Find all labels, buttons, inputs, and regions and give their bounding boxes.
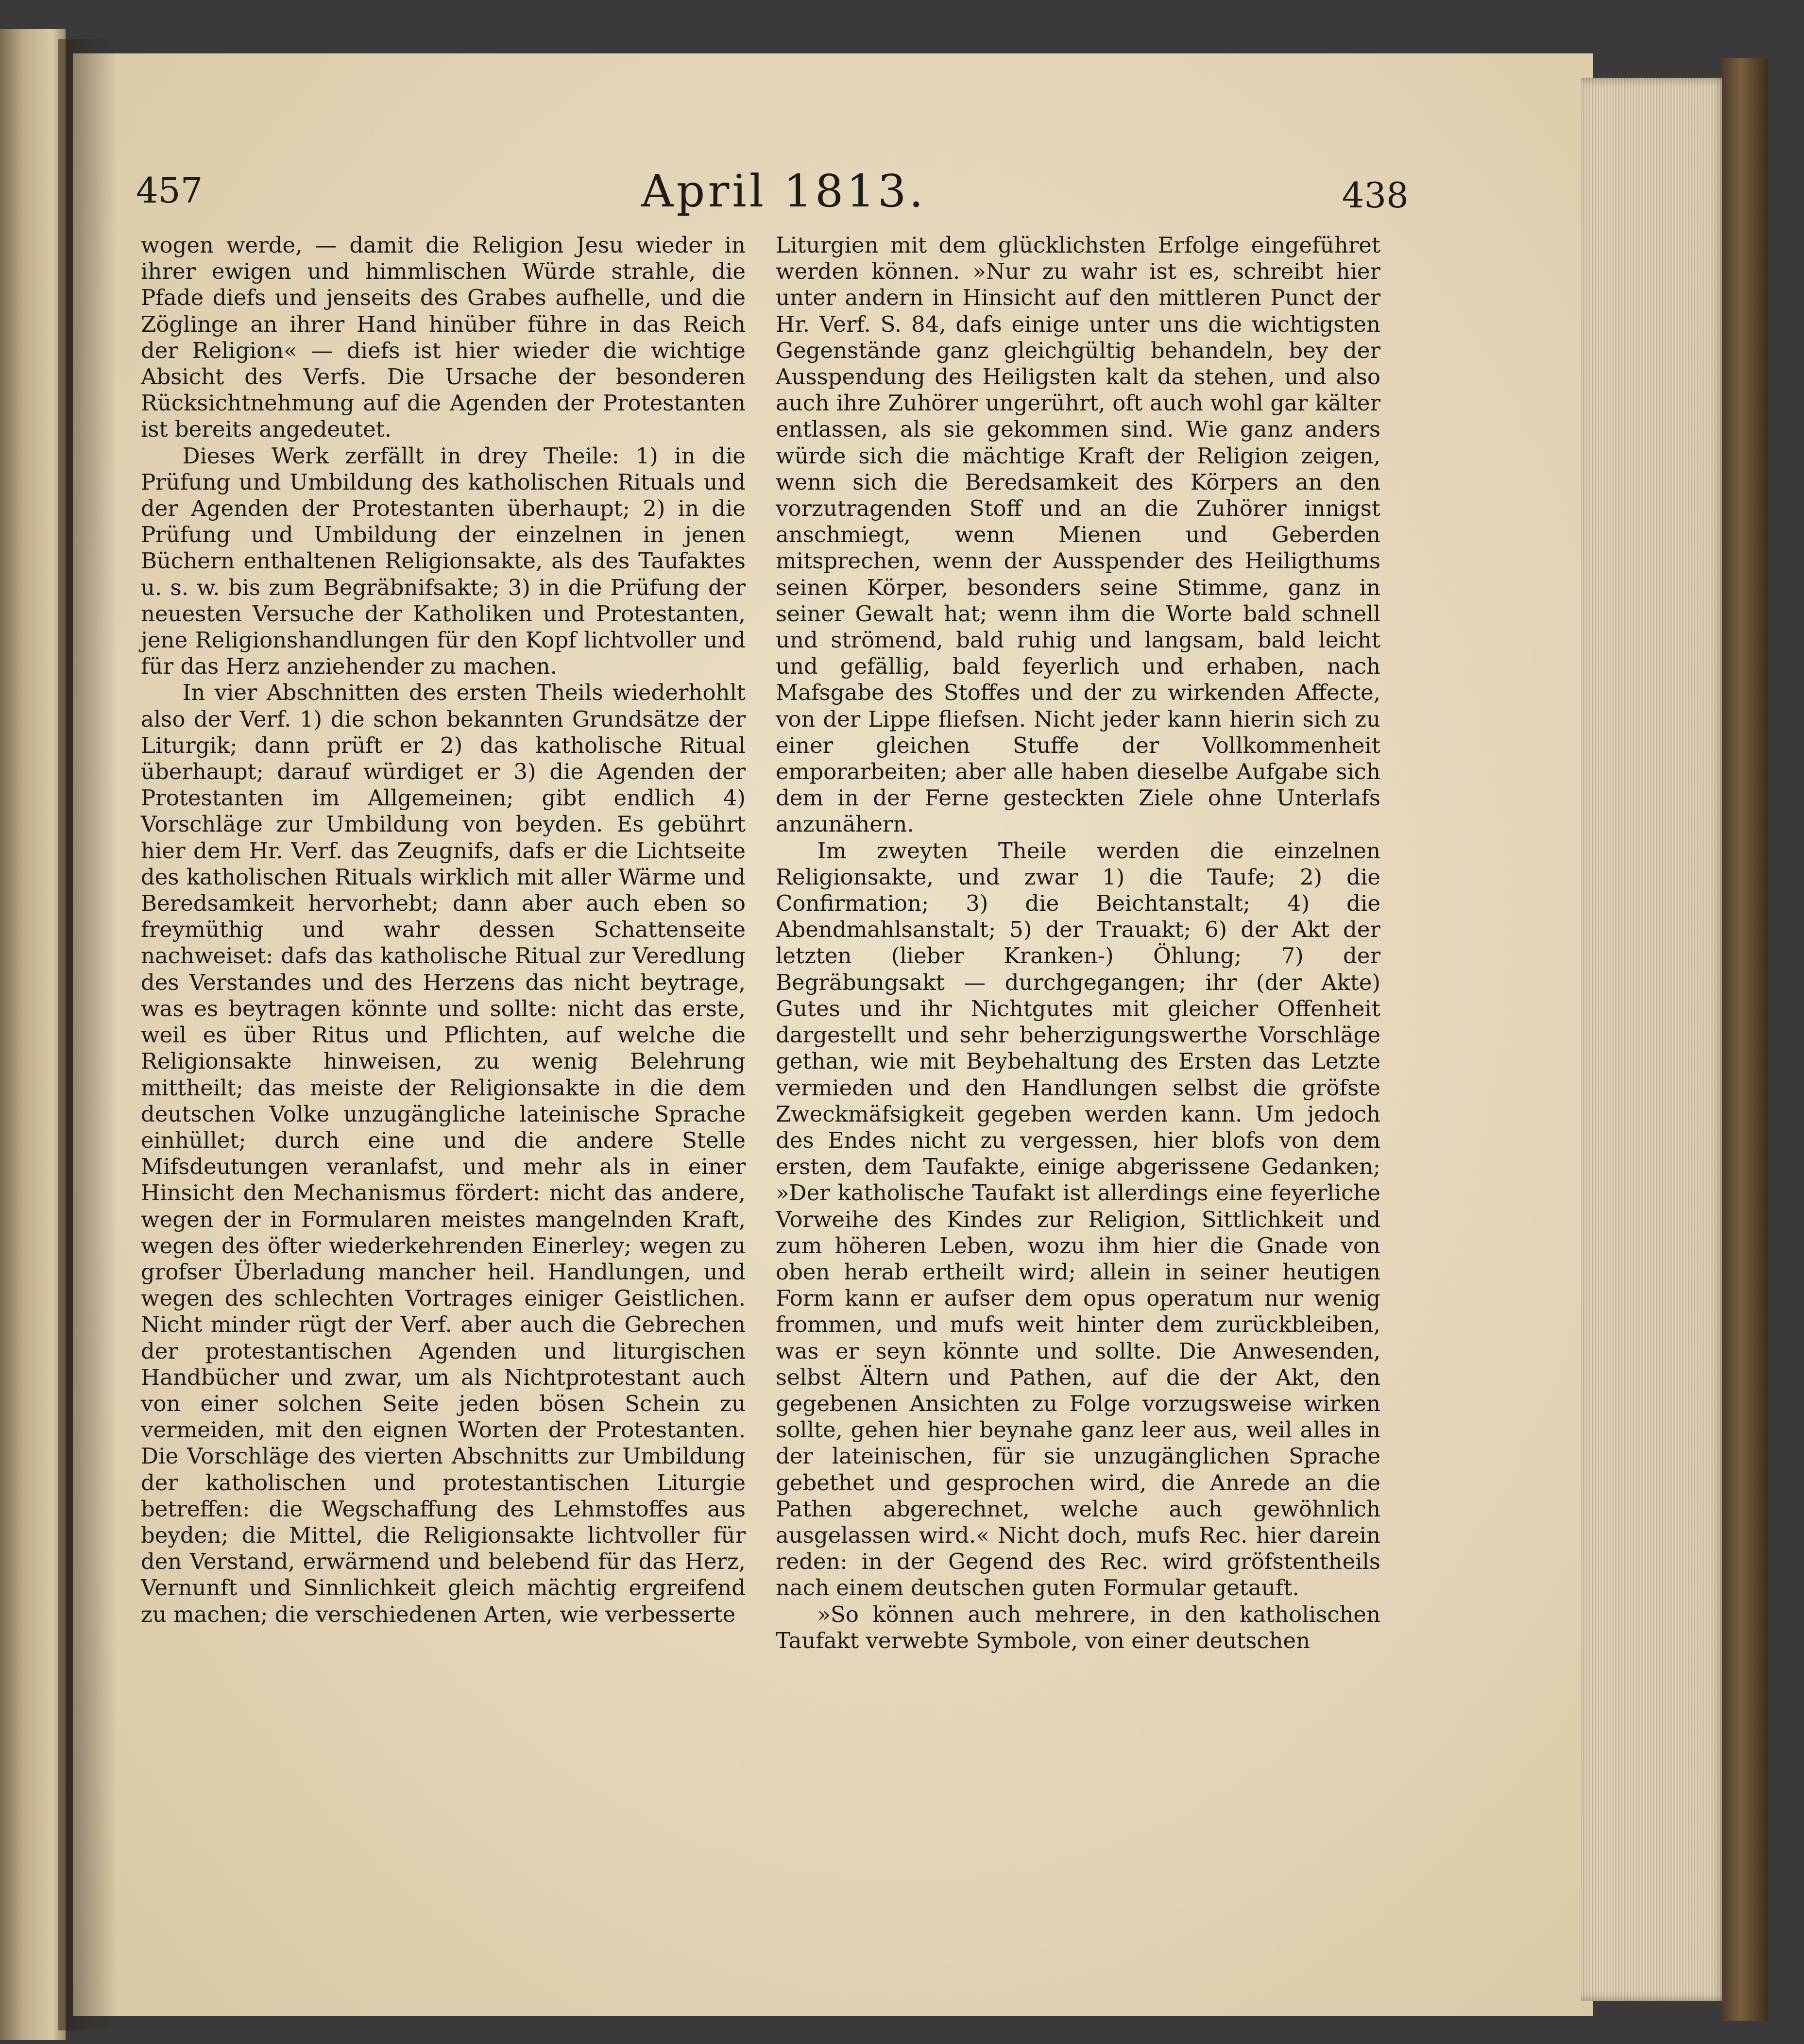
facing-page-edge <box>0 29 66 2040</box>
right-column <box>776 232 1380 1654</box>
paragraph: Liturgien mit dem glücklichsten Erfolge eingeführet werden können. »Nur zu wahr ist es, schreibt hier unter andern in Hinsicht auf den mittleren Punct der Hr. Verf. S. 84, dafs einige unter uns die wichtigsten Gegenstände ganz gleichgültig behandeln, bey der Ausspendung des Heiligsten kalt da stehen, und also auch ihre Zuhörer ungerührt, oft auch wohl gar kälter entlassen, als sie gekommen sind. Wie ganz anders würde sich die mächtige Kraft der Religion zeigen, wenn sich die Beredsamkeit des Körpers an den vorzutragenden Stoff und an die Zuhörer innigst anschmiegt, wenn Mienen und Geberden mitsprechen, wenn der Ausspender des Heiligthums seinen Körper, besonders seine Stimme, ganz in seiner Gewalt hat; wenn ihm die Worte bald schnell und strömend, bald ruhig und langsam, bald leicht und gefällig, bald feyerlich und erhaben, nach Mafsgabe des Stoffes und der zu wirkenden Affecte, von der Lippe fliefsen. Nicht jeder kann hierin sich zu einer gleichen Stuffe der Vollkommenheit emporarbeiten; aber alle haben dieselbe Aufgabe sich dem in der Ferne gesteckten Ziele ohne Unterlafs anzunähern. <box>776 232 1380 837</box>
paragraph: wogen werde, — damit die Religion Jesu wieder in ihrer ewigen und himmlischen Würde strahle, die Pfade diefs und jenseits des Grabes aufhelle, und die Zöglinge an ihrer Hand hinüber führe in das Reich der Religion« — diefs ist hier wieder die wichtige Absicht des Verfs. Die Ursache der besonderen Rücksichtnehmung auf die Agenden der Protestanten ist bereits angedeutet. <box>141 232 746 443</box>
paragraph: »So können auch mehrere, in den katholischen Taufakt verwebte Symbole, von einer deutschen <box>776 1601 1380 1653</box>
running-title: April 1813. <box>641 165 926 217</box>
book-cover-edge <box>1722 58 1768 2021</box>
right-page-number: 438 <box>1342 175 1409 216</box>
running-header <box>136 165 1409 223</box>
paragraph: Dieses Werk zerfällt in drey Theile: 1) in die Prüfung und Umbildung des katholischen Rituals und der Agenden der Protestanten überhaupt; 2) in die Prüfung und Umbildung der einzelnen in jenen Büchern enthaltenen Religionsakte, als des Taufaktes u. s. w. bis zum Begräbnifsakte; 3) in die Prüfung der neuesten Versuche der Katholiken und Protestanten, jene Religionshandlungen für den Kopf lichtvoller und für das Herz anziehender zu machen. <box>141 443 746 680</box>
paragraph: Im zweyten Theile werden die einzelnen Religionsakte, und zwar 1) die Taufe; 2) die Confirmation; 3) die Beichtanstalt; 4) die Abendmahlsanstalt; 5) der Trauakt; 6) der Akt der letzten (lieber Kranken-) Öhlung; 7) der Begräbungsakt — durchgegangen; ihr (der Akte) Gutes und ihr Nichtgutes mit gleicher Offenheit dargestellt und sehr beherzigungswerthe Vorschläge gethan, wie mit Beybehaltung des Ersten das Letzte vermieden und den Handlungen selbst die gröfste Zweckmäfsigkeit gegeben werden kann. Um jedoch des Endes nicht zu vergessen, hier blofs von dem ersten, dem Taufakte, einige abgerissene Gedanken; »Der katholische Taufakt ist allerdings eine feyerliche Vorweihe des Kindes zur Religion, Sittlichkeit und zum höheren Leben, wozu ihm hier die Gnade von oben herab ertheilt wird; allein in seiner heutigen Form kann er aufser dem opus operatum nur wenig frommen, und mufs weit hinter dem zurückbleiben, was er seyn könnte und sollte. Die Anwesenden, selbst Ältern und Pathen, auf die der Akt, den gegebenen Ansichten zu Folge vorzugsweise wirken sollte, gehen hier beynahe ganz leer aus, weil alles in der lateinischen, für sie unzugänglichen Sprache gebethet und gesprochen wird, die Anrede an die Pathen abgerechnet, welche auch gewöhnlich ausgelassen wird.« Nicht doch, mufs Rec. hier darein reden: in der Gegend des Rec. wird gröfstentheils nach einem deutschen guten Formular getauft. <box>776 837 1380 1601</box>
page-block-edges <box>1581 78 1727 2001</box>
left-page-number: 457 <box>136 170 203 211</box>
spine-shadow <box>58 39 117 2030</box>
paragraph: In vier Abschnitten des ersten Theils wiederhohlt also der Verf. 1) die schon bekannten Grundsätze der Liturgik; dann prüft er 2) das katholische Ritual überhaupt; darauf würdiget er 3) die Agenden der Protestanten im Allgemeinen; gibt endlich 4) Vorschläge zur Umbildung von beyden. Es gebührt hier dem Hr. Verf. das Zeugnifs, dafs er die Lichtseite des katholischen Rituals wirklich mit aller Wärme und Beredsamkeit hervorhebt; dann aber auch eben so freymüthig und wahr dessen Schattenseite nachweiset: dafs das katholische Ritual zur Veredlung des Verstandes und des Herzens das nicht beytrage, was es beytragen könnte und sollte: nicht das erste, weil es über Ritus und Pflichten, auf welche die Religionsakte hinweisen, zu wenig Belehrung mittheilt; das meiste der Religionsakte in die dem deutschen Volke unzugängliche lateinische Sprache einhüllet; durch eine und die andere Stelle Mifsdeutungen veranlafst, und mehr als in einer Hinsicht den Mechanismus fördert: nicht das andere, wegen der in Formularen meistes mangelnden Kraft, wegen des öfter wiederkehrenden Einerley; wegen zu grofser Überladung mancher heil. Handlungen, und wegen des schlechten Vortrages einiger Geistlichen. Nicht minder rügt der Verf. aber auch die Gebrechen der protestantischen Agenden und liturgischen Handbücher und zwar, um als Nichtprotestant auch von einer solchen Seite jeden bösen Schein zu vermeiden, mit den eignen Worten der Protestanten. Die Vorschläge des vierten Abschnitts zur Umbildung der katholischen und protestantischen Liturgie betreffen: die Wegschaffung des Lehmstoffes aus beyden; die Mittel, die Religionsakte lichtvoller für den Verstand, erwärmend und belebend für das Herz, Vernunft und Sinnlichkeit gleich mächtig ergreifend zu machen; die verschiedenen Arten, wie verbesserte <box>141 680 746 1627</box>
left-column <box>141 232 746 1628</box>
